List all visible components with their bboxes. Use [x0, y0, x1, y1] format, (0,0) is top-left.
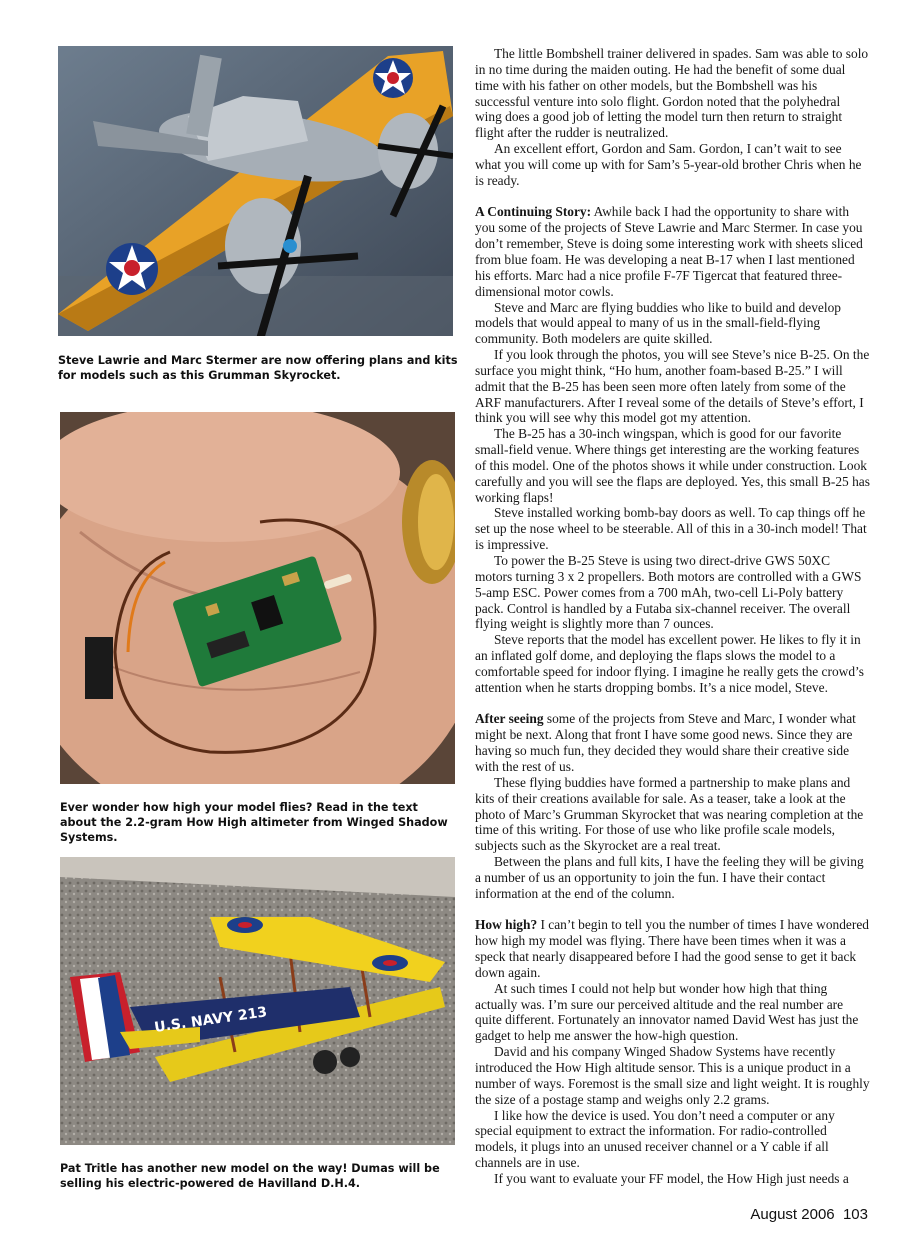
article-column [475, 46, 870, 1187]
paragraph: Steve installed working bomb-bay doors as well. To cap things off he set up the nose wheel to be steerable. All of this in a 30-inch model! That is impressive. [475, 505, 867, 553]
paragraph: To power the B-25 Steve is using two direct-drive GWS 50XC motors turning 3 x 2 propellers. Both motors are controlled with a GWS 5-amp ESC. Power comes from a 700 mAh, two-cell Li-Poly battery pack. Control is handled by a Futaba six-channel receiver. The overall flying weight is slightly more than 7 ounces. [475, 553, 862, 632]
fuselage-marking: U.S. NAVY 213 [153, 1004, 269, 1036]
paragraph: After seeing some of the projects from Steve and Marc, I wonder what might be next. Along that front I have some good news. Since they are having so much fun, they decided they would share their creative side with the rest of us. [475, 711, 856, 774]
paragraph: Steve reports that the model has excellent power. He likes to fly it in an inflated golf dome, and deploying the flaps slows the model to a comfortable speed for indoor flying. I imagine he really gets the crowd’s attention when he starts dropping bombs. It’s a nice model, Steve. [475, 632, 864, 695]
paragraph: An excellent effort, Gordon and Sam. Gordon, I can’t wait to see what you will come up with for Sam’s 5-year-old brother Chris when he is ready. [475, 141, 862, 188]
paragraph: David and his company Winged Shadow Systems have recently introduced the How High altitude sensor. This is a unique product in a number of ways. Foremost is the small size and light weight. It is roughly the size of a postage stamp and weighs only 2.2 grams. [475, 1044, 870, 1107]
skyrocket-caption: Steve Lawrie and Marc Stermer are now offering plans and kits for models such as this Grumman Skyrocket. [58, 354, 458, 382]
paragraph: At such times I could not help but wonder how high that thing actually was. I’m sure our perceived altitude and the real number are quite different. Fortunately an innovator named David West has just the gadget to help me answer the how-high question. [475, 980, 859, 1044]
paragraph: If you want to evaluate your FF model, the How High just needs a [494, 1170, 849, 1186]
paragraph: If you look through the photos, you will see Steve’s nice B-25. On the surface you might think, “Ho hum, another foam-based B-25.” I will admit that the B-25 has been seen more often lately from some of the ARF manufacturers. After I reveal some of the details of Steve’s effort, I think you will see why this model got my attention. [475, 347, 870, 426]
paragraph: A Continuing Story: Awhile back I had the opportunity to share with you some of the projects of Steve Lawrie and Marc Stermer. In case you don’t remember, Steve is doing some interesting work with sheets sliced from blue foam. He was developing a neat B-17 when I last mentioned his efforts. Marc had a nice profile F-7F Tigercat that featured three-dimensional motor cowls. [475, 204, 863, 299]
run-in-head: How high? [475, 917, 538, 933]
paragraph: The B-25 has a 30-inch wingspan, which is good for our favorite small-field venue. Where things get interesting are the working features of this model. One of the photos shows it while under construction. Look carefully and you will see the flaps are deployed. Yes, this small B-25 has working flaps! [475, 426, 870, 505]
run-in-head: A Continuing Story: [475, 204, 592, 220]
paragraph: Steve and Marc are flying buddies who like to build and develop models that would appeal to many of us in the small-field-flying community. Both modelers are quite skilled. [475, 299, 841, 347]
altimeter-caption: Ever wonder how high your model flies? Read in the text about the 2.2-gram How High altimeter from Winged Shadow Systems. [60, 801, 448, 844]
dh4-photo [60, 857, 455, 1145]
paragraph: These flying buddies have formed a partnership to make plans and kits of their creations available for sale. As a teaser, take a look at the photo of Marc’s Grumman Skyrocket that was nearing completion at the time of this writing. For those of use who like profile scale models, subjects such as the Skyrocket are a real treat. [475, 774, 864, 854]
paragraph: I like how the device is used. You don’t need a computer or any special equipment to extract the information. For radio-controlled models, it plugs into an unused receiver channel or a Y cable if all channels are in use. [475, 1107, 835, 1171]
skyrocket-photo [58, 46, 453, 336]
page-folio: August 2006 103 [750, 1206, 868, 1223]
paragraph: How high? I can’t begin to tell you the number of times I have wondered how high my model was flying. There have been times when it was a speck that nearly disappeared before I had the good sense to get it back down again. [475, 917, 869, 980]
paragraph: The little Bombshell trainer delivered in spades. Sam was able to solo in no time during the maiden outing. He had the benefit of some dual time with his father on other models, but the Bombshell was his successful venture into solo flight. Gordon noted that the polyhedral wing does a good job of letting the model turn then return to straight flight after the rudder is neutralized. [475, 46, 869, 141]
altimeter-photo [60, 412, 455, 784]
paragraph: Between the plans and full kits, I have the feeling they will be giving a number of us an opportunity to join the fun. I have their contact information at the end of the column. [475, 854, 864, 901]
run-in-head: After seeing [475, 711, 544, 727]
dh4-caption: Pat Tritle has another new model on the way! Dumas will be selling his electric-powered de Havilland D.H.4. [60, 1162, 440, 1190]
